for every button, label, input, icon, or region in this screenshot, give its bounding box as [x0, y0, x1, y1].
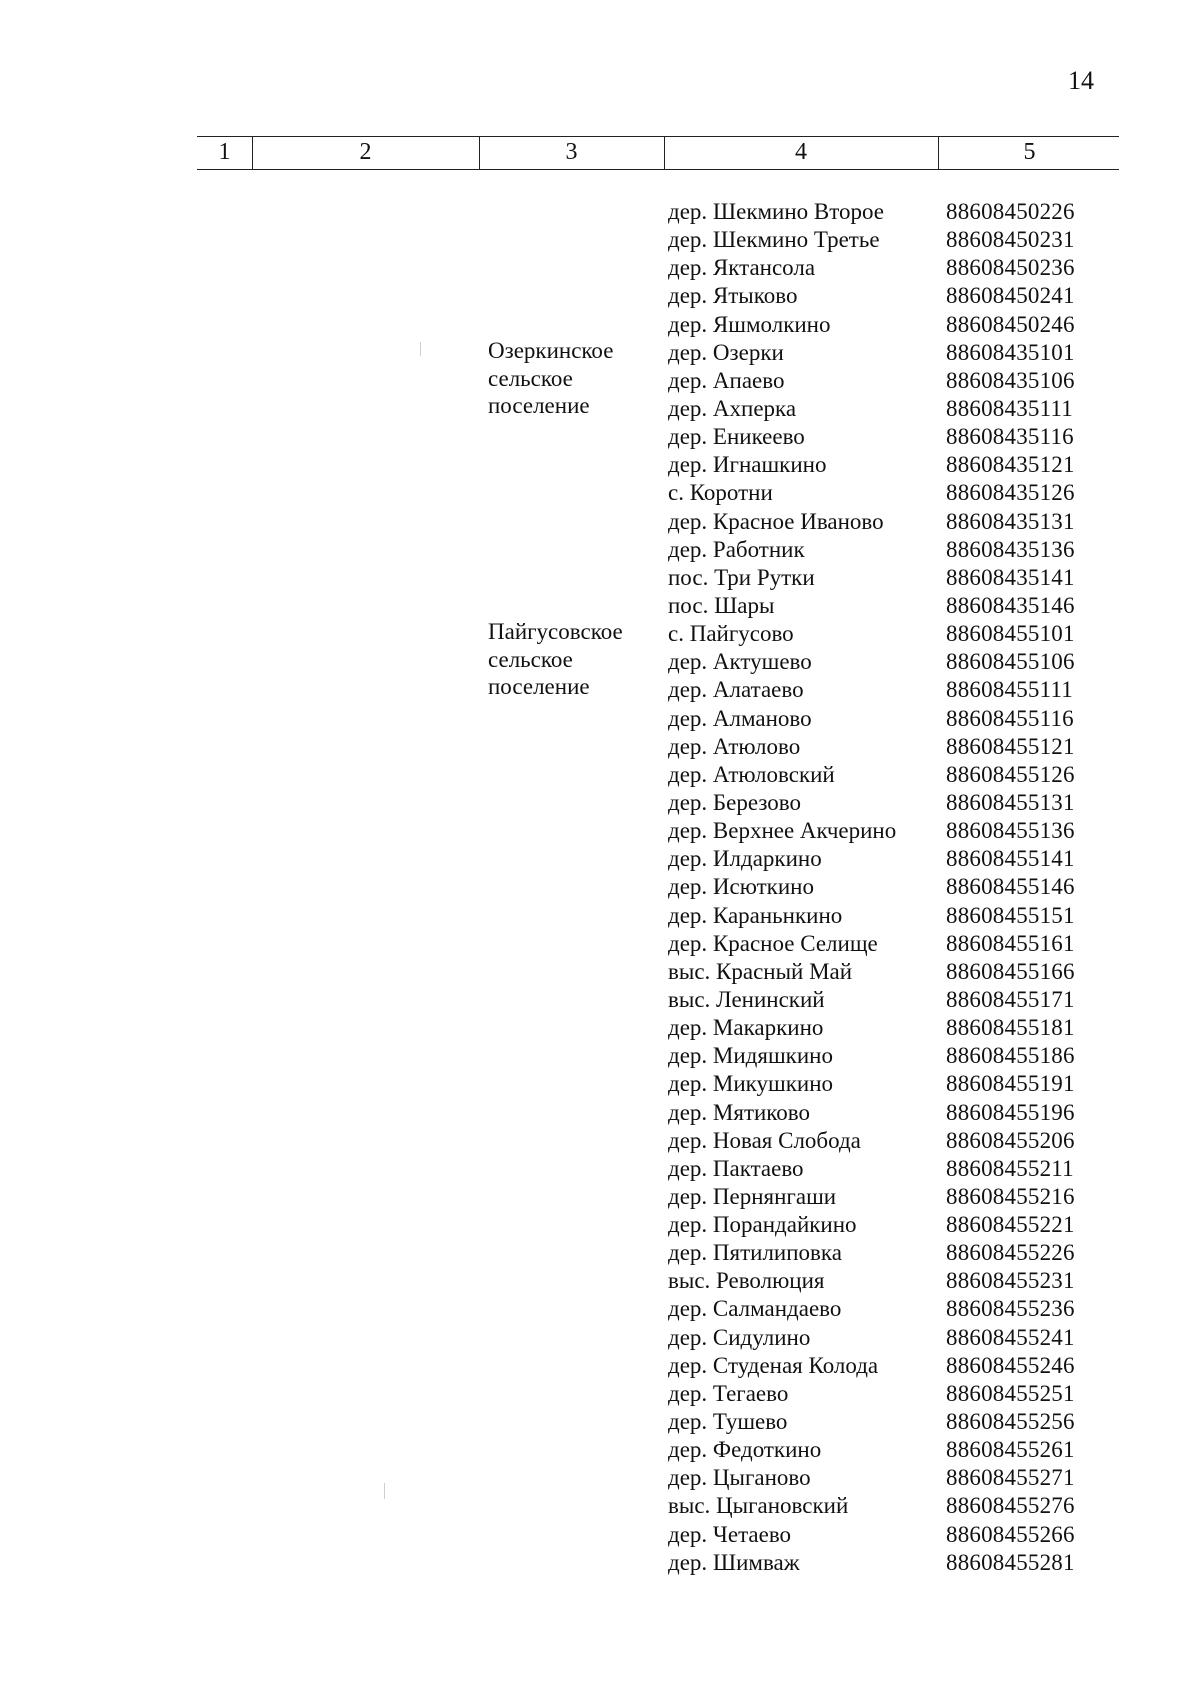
place-name: дер. Озерки — [668, 339, 784, 365]
place-code: 88608455181 — [946, 1015, 1075, 1041]
place-name: дер. Пятилиповка — [668, 1240, 842, 1266]
header-cell-4: 4 — [664, 137, 937, 169]
place-name: дер. Атюловский — [668, 761, 835, 787]
place-name: дер. Илдаркино — [668, 846, 822, 872]
place-code: 88608455256 — [946, 1409, 1075, 1435]
place-name: пос. Три Рутки — [668, 564, 815, 590]
place-name: дер. Ахперка — [668, 395, 797, 421]
place-name: дер. Цыганово — [668, 1465, 811, 1491]
place-name: дер. Верхнее Акчерино — [668, 818, 897, 844]
header-cell-1: 1 — [218, 139, 231, 165]
settlement-line: сельское — [488, 365, 573, 391]
settlement-line: Озеркинское — [488, 338, 614, 363]
place-name: дер. Исюткино — [668, 874, 814, 900]
place-name: дер. Алатаево — [668, 677, 804, 703]
place-name: дер. Сидулино — [668, 1324, 811, 1350]
place-code: 88608455246 — [946, 1352, 1075, 1378]
place-code: 88608455171 — [946, 986, 1075, 1012]
place-name: дер. Работник — [668, 536, 805, 562]
place-name: дер. Апаево — [668, 367, 785, 393]
place-code: 88608435101 — [946, 339, 1075, 365]
header-cell-2: 2 — [252, 137, 478, 169]
place-code: 88608455211 — [946, 1155, 1074, 1181]
place-name: дер. Шекмино Третье — [668, 227, 880, 253]
settlement-line: сельское — [488, 646, 573, 672]
place-code: 88608455116 — [946, 705, 1074, 731]
place-name: выс. Красный Май — [668, 958, 853, 984]
place-code: 88608455236 — [946, 1296, 1075, 1322]
place-code: 88608455191 — [946, 1071, 1075, 1097]
place-name: дер. Яшмолкино — [668, 311, 831, 337]
place-code: 88608455101 — [946, 621, 1075, 647]
place-code: 88608455161 — [946, 930, 1075, 956]
place-code: 88608435106 — [946, 367, 1075, 393]
place-name: дер. Порандайкино — [668, 1212, 857, 1238]
place-code: 88608435116 — [946, 424, 1074, 450]
place-code: 88608455146 — [946, 874, 1075, 900]
place-code: 88608455121 — [946, 733, 1075, 759]
place-code: 88608455131 — [946, 789, 1075, 815]
place-code: 88608455281 — [946, 1549, 1075, 1575]
place-code: 88608455241 — [946, 1324, 1075, 1350]
place-code: 88608450236 — [946, 255, 1075, 281]
place-name: дер. Еникеево — [668, 424, 805, 450]
settlement-name — [488, 618, 623, 701]
place-name: дер. Ятыково — [668, 283, 798, 309]
place-code: 88608455136 — [946, 818, 1075, 844]
place-code: 88608455186 — [946, 1043, 1075, 1069]
place-name: дер. Яктансола — [668, 255, 816, 281]
place-name: дер. Новая Слобода — [668, 1127, 861, 1153]
place-name: дер. Красное Селище — [668, 930, 878, 956]
place-code: 88608455216 — [946, 1183, 1075, 1209]
place-name: дер. Четаево — [668, 1521, 792, 1547]
scan-speck — [384, 1483, 385, 1499]
place-name: пос. Шары — [668, 592, 775, 618]
page-number: 14 — [1068, 66, 1094, 95]
place-name: дер. Салмандаево — [668, 1296, 842, 1322]
place-code: 88608450241 — [946, 283, 1075, 309]
place-name: с. Пайгусово — [668, 621, 794, 647]
place-name: дер. Красное Иваново — [668, 508, 884, 534]
place-code: 88608455126 — [946, 761, 1075, 787]
place-name: выс. Ленинский — [668, 986, 825, 1012]
place-code: 88608455251 — [946, 1380, 1075, 1406]
place-name: дер. Караньнкино — [668, 902, 843, 928]
table-header — [197, 136, 1119, 170]
place-name: дер. Мидяшкино — [668, 1043, 833, 1069]
place-code: 88608455111 — [946, 677, 1073, 703]
place-code: 88608455141 — [946, 846, 1075, 872]
place-code: 88608435131 — [946, 508, 1075, 534]
place-code: 88608435121 — [946, 452, 1075, 478]
place-code: 88608435141 — [946, 564, 1075, 590]
place-name: дер. Макаркино — [668, 1015, 824, 1041]
place-name: дер. Актушево — [668, 649, 812, 675]
settlement-line: поселение — [488, 674, 590, 700]
place-code: 88608455231 — [946, 1268, 1075, 1294]
place-code: 88608455206 — [946, 1127, 1075, 1153]
place-name: дер. Федоткино — [668, 1437, 822, 1463]
header-cell-3: 3 — [479, 137, 663, 169]
place-code: 88608450231 — [946, 227, 1075, 253]
place-code: 88608435111 — [946, 395, 1073, 421]
settlement-line: поселение — [488, 393, 590, 419]
place-code: 88608455261 — [946, 1437, 1075, 1463]
place-code: 88608450226 — [946, 199, 1075, 224]
settlement-line: Пайгусовское — [488, 619, 623, 644]
place-name: дер. Алманово — [668, 705, 812, 731]
place-code: 88608455106 — [946, 649, 1075, 675]
place-name: дер. Березово — [668, 789, 801, 815]
place-code: 88608455266 — [946, 1521, 1075, 1547]
place-code: 88608455196 — [946, 1099, 1075, 1125]
place-code: 88608455151 — [946, 902, 1075, 928]
scan-speck — [420, 342, 421, 356]
place-name: дер. Студеная Колода — [668, 1352, 879, 1378]
header-cell-5: 5 — [938, 137, 1120, 169]
place-name: дер. Игнашкино — [668, 452, 827, 478]
place-code: 88608435146 — [946, 592, 1075, 618]
place-code: 88608435136 — [946, 536, 1075, 562]
place-name: выс. Революция — [668, 1268, 825, 1294]
place-code: 88608450246 — [946, 311, 1075, 337]
place-name: дер. Пактаево — [668, 1155, 804, 1181]
place-code: 88608455271 — [946, 1465, 1075, 1491]
place-name: дер. Шекмино Второе — [668, 199, 884, 224]
place-name: выс. Цыгановский — [668, 1493, 849, 1519]
place-code: 88608455166 — [946, 958, 1075, 984]
place-name: с. Коротни — [668, 480, 773, 506]
place-name: дер. Шимваж — [668, 1549, 800, 1575]
place-code: 88608455276 — [946, 1493, 1075, 1519]
place-name: дер. Пернянгаши — [668, 1183, 837, 1209]
place-name: дер. Микушкино — [668, 1071, 834, 1097]
place-name: дер. Тушево — [668, 1409, 788, 1435]
place-code: 88608435126 — [946, 480, 1075, 506]
place-name: дер. Атюлово — [668, 733, 801, 759]
place-code: 88608455221 — [946, 1212, 1075, 1238]
place-name: дер. Тегаево — [668, 1380, 789, 1406]
place-name: дер. Мятиково — [668, 1099, 811, 1125]
settlement-name — [488, 337, 613, 420]
place-code: 88608455226 — [946, 1240, 1075, 1266]
